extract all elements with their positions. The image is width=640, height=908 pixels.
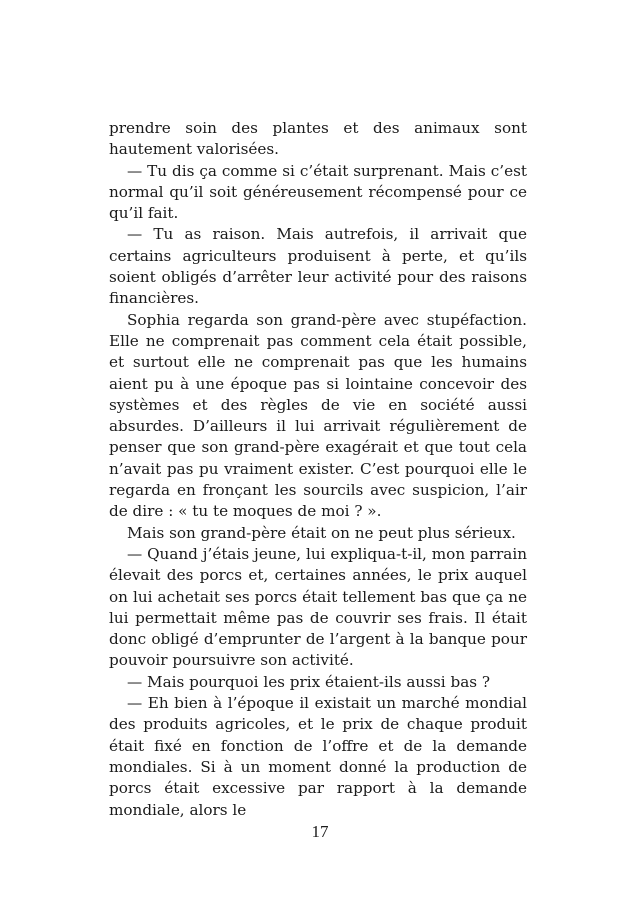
paragraph-dialogue-you-are-right: — Tu as raison. Mais autrefois, il arrivait que certains agriculteurs produisent à perte, et qu’ils soient obligés d’arrêter leur activité pour des raisons financières. (109, 225, 527, 308)
paragraph-dialogue-godfather-pigs: — Quand j’étais jeune, lui expliqua-t-il, mon parrain élevait des porcs et, certaines années, le prix auquel on lui achetait ses porcs était tellement bas que ça ne lui permettait même pas de couvrir ses frais. Il était donc obligé d’emprunter de l’argent à la banque pour pouvoir poursuivre son activité. (109, 544, 527, 670)
paragraph-continuation: prendre soin des plantes et des animaux sont hautement valorisées. (109, 119, 527, 159)
page-number: 17 (311, 822, 329, 841)
paragraph-dialogue-surprising: — Tu dis ça comme si c’était surprenant. Mais c’est normal qu’il soit généreusement récompensé pour ce qu’il fait. (109, 161, 527, 223)
paragraph-dialogue-world-market: — Eh bien à l’époque il existait un marché mondial des produits agricoles, et le prix de chaque produit était fixé en fonction de l’offre et de la demande mondiales. Si à un moment donné la production de porcs était excessive par rapport à la demande mondiale, alors le (109, 694, 527, 819)
page-body (109, 118, 527, 821)
paragraph-dialogue-why-low-prices: — Mais pourquoi les prix étaient-ils aussi bas ? (127, 672, 491, 691)
paragraph-sophia-stupefaction: Sophia regarda son grand-père avec stupéfaction. Elle ne comprenait pas comment cela était possible, et surtout elle ne comprenait pas que les humains aient pu à une époque pas si lointaine concevoir des systèmes et des règles de vie en société aussi absurdes. D’ailleurs il lui arrivait régulièrement de penser que son grand-père exagérait et que tout cela n’avait pas pu vraiment exister. C’est pourquoi elle le regarda en fronçant les sourcils avec suspicion, l’air de dire : « tu te moques de moi ? ». (109, 310, 527, 521)
paragraph-grandfather-serious: Mais son grand-père était on ne peut plus sérieux. (127, 523, 516, 542)
text-block (109, 118, 527, 821)
